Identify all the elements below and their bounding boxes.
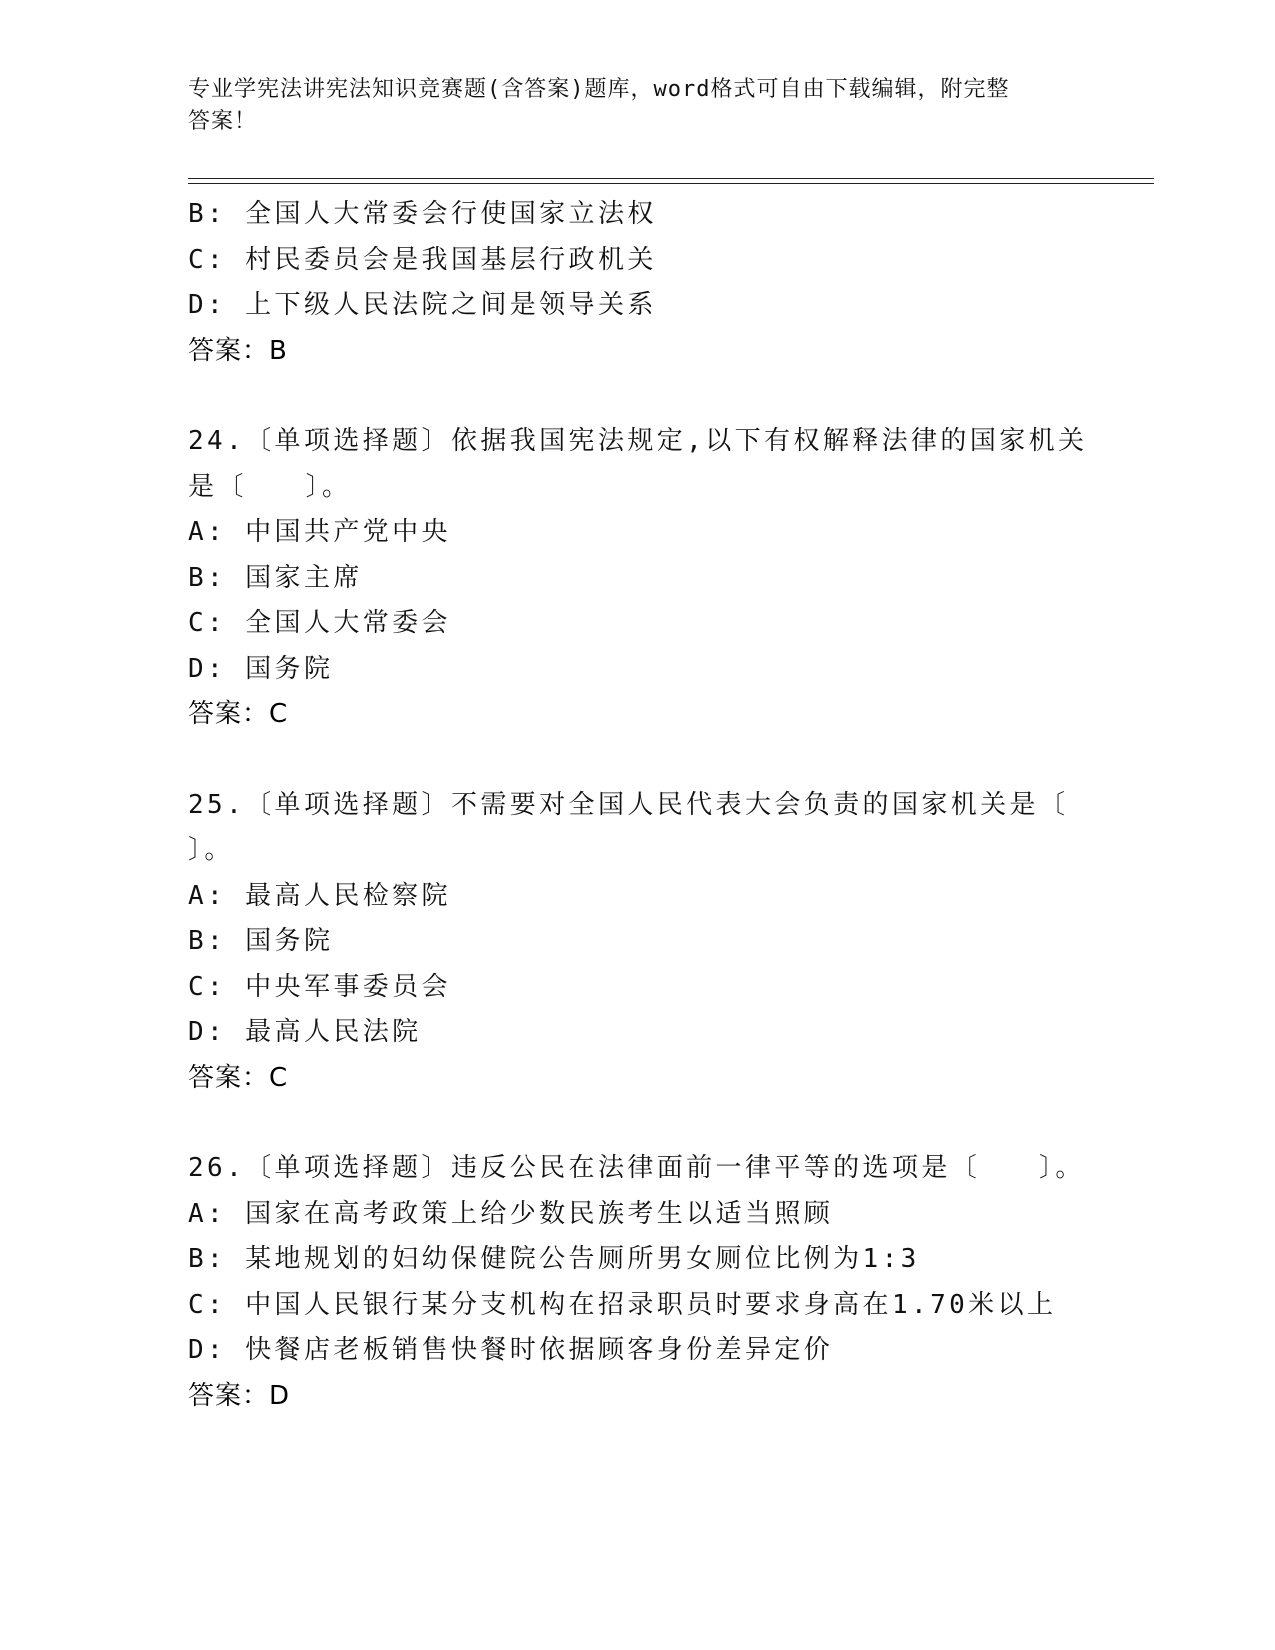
continued-question	[188, 192, 1108, 374]
option-b: B: 国家主席	[188, 562, 363, 593]
question-stem-line-1: 24.〔单项选择题〕依据我国宪法规定,以下有权解释法律的国家机关	[188, 426, 1088, 456]
question-stem-line-1: 25.〔单项选择题〕不需要对全国人民代表大会负责的国家机关是〔	[188, 789, 1069, 820]
option-c: C: 中央军事委员会	[188, 971, 451, 1002]
option-b: B: 国务院	[188, 926, 334, 956]
answer-line: 答案：B	[188, 335, 288, 366]
question-stem-line-2: 〕。	[188, 835, 234, 865]
spacer	[188, 1101, 1108, 1146]
question-block	[188, 1146, 1108, 1419]
answer-line: 答案：C	[188, 699, 289, 729]
answer-line: 答案：D	[188, 1380, 291, 1411]
question-block	[188, 419, 1108, 738]
answer-line: 答案：C	[188, 1062, 289, 1093]
option-a: A: 国家在高考政策上给少数民族考生以适当照顾	[188, 1198, 834, 1229]
option-a: A: 中国共产党中央	[188, 517, 451, 547]
option-a: A: 最高人民检察院	[188, 880, 451, 911]
option-c: C: 全国人大常委会	[188, 608, 451, 638]
option-d: D: 最高人民法院	[188, 1017, 422, 1047]
question-stem-line-2: 是〔 〕。	[188, 471, 352, 502]
header-rule-bottom	[188, 183, 1154, 184]
option-c: C: 村民委员会是我国基层行政机关	[188, 244, 657, 275]
option-b: B: 全国人大常委会行使国家立法权	[188, 199, 657, 229]
question-content	[188, 192, 1108, 1419]
question-block	[188, 783, 1108, 1102]
header-line-2: 答案！	[188, 109, 258, 134]
option-b: B: 某地规划的妇幼保健院公告厕所男女厕位比例为1:3	[188, 1244, 920, 1274]
option-d: D: 快餐店老板销售快餐时依据顾客身份差异定价	[188, 1335, 834, 1365]
question-stem-line-1: 26.〔单项选择题〕违反公民在法律面前一律平等的选项是〔 〕。	[188, 1153, 1085, 1183]
header-line-1: 专业学宪法讲宪法知识竞赛题(含答案)题库，word格式可自由下载编辑，附完整	[188, 77, 1010, 102]
spacer	[188, 374, 1108, 419]
document-header	[188, 74, 1068, 138]
spacer	[188, 738, 1108, 783]
option-c: C: 中国人民银行某分支机构在招录职员时要求身高在1.70米以上	[188, 1289, 1057, 1320]
option-d: D: 国务院	[188, 653, 334, 684]
option-d: D: 上下级人民法院之间是领导关系	[188, 290, 657, 320]
header-rule-top	[188, 178, 1154, 179]
